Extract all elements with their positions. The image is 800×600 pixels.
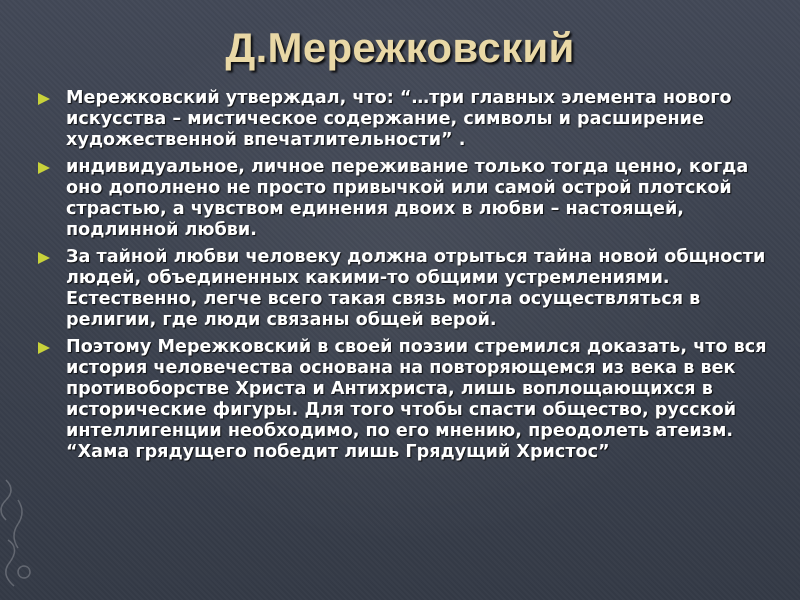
- bullet-text: Поэтому Мережковский в своей поэзии стремился доказать, что вся история человечества основана на повторяющемся из века в век противоборстве Христа и Антихриста, лишь воплощающихся в исторические фигуры. Для того чтобы спасти общество, русской интеллигенции необходимо, по его мнению, преодолеть атеизм. “Хама грядущего победит лишь Грядущий Христос”: [66, 337, 767, 462]
- watermark-icon: [0, 460, 36, 600]
- bullet-item: [34, 157, 774, 241]
- slide-title: Д.Мережковский: [225, 24, 575, 71]
- bullet-item: [34, 337, 774, 463]
- triangle-bullet-icon: [38, 93, 50, 105]
- bullet-item: [34, 247, 774, 331]
- triangle-bullet-icon: [38, 342, 50, 354]
- triangle-bullet-icon: [38, 252, 50, 264]
- bullet-text: индивидуальное, личное переживание только тогда ценно, когда оно дополнено не просто привычкой или самой острой плотской страстью, а чувством единения двоих в любви – настоящей, подлинной любви.: [66, 157, 749, 240]
- bullet-text: За тайной любви человеку должна отрыться тайна новой общности людей, объединенных какими-то общими устремлениями. Естественно, легче всего такая связь могла осуществляться в религии, где люди связаны общей верой.: [66, 247, 766, 330]
- bullet-item: [34, 88, 774, 151]
- bullet-list: [34, 88, 774, 469]
- bullet-text: Мережковский утверждал, что: “…три главных элемента нового искусства – мистическое содержание, символы и расширение художественной впечатлительности” .: [66, 88, 732, 150]
- triangle-bullet-icon: [38, 162, 50, 174]
